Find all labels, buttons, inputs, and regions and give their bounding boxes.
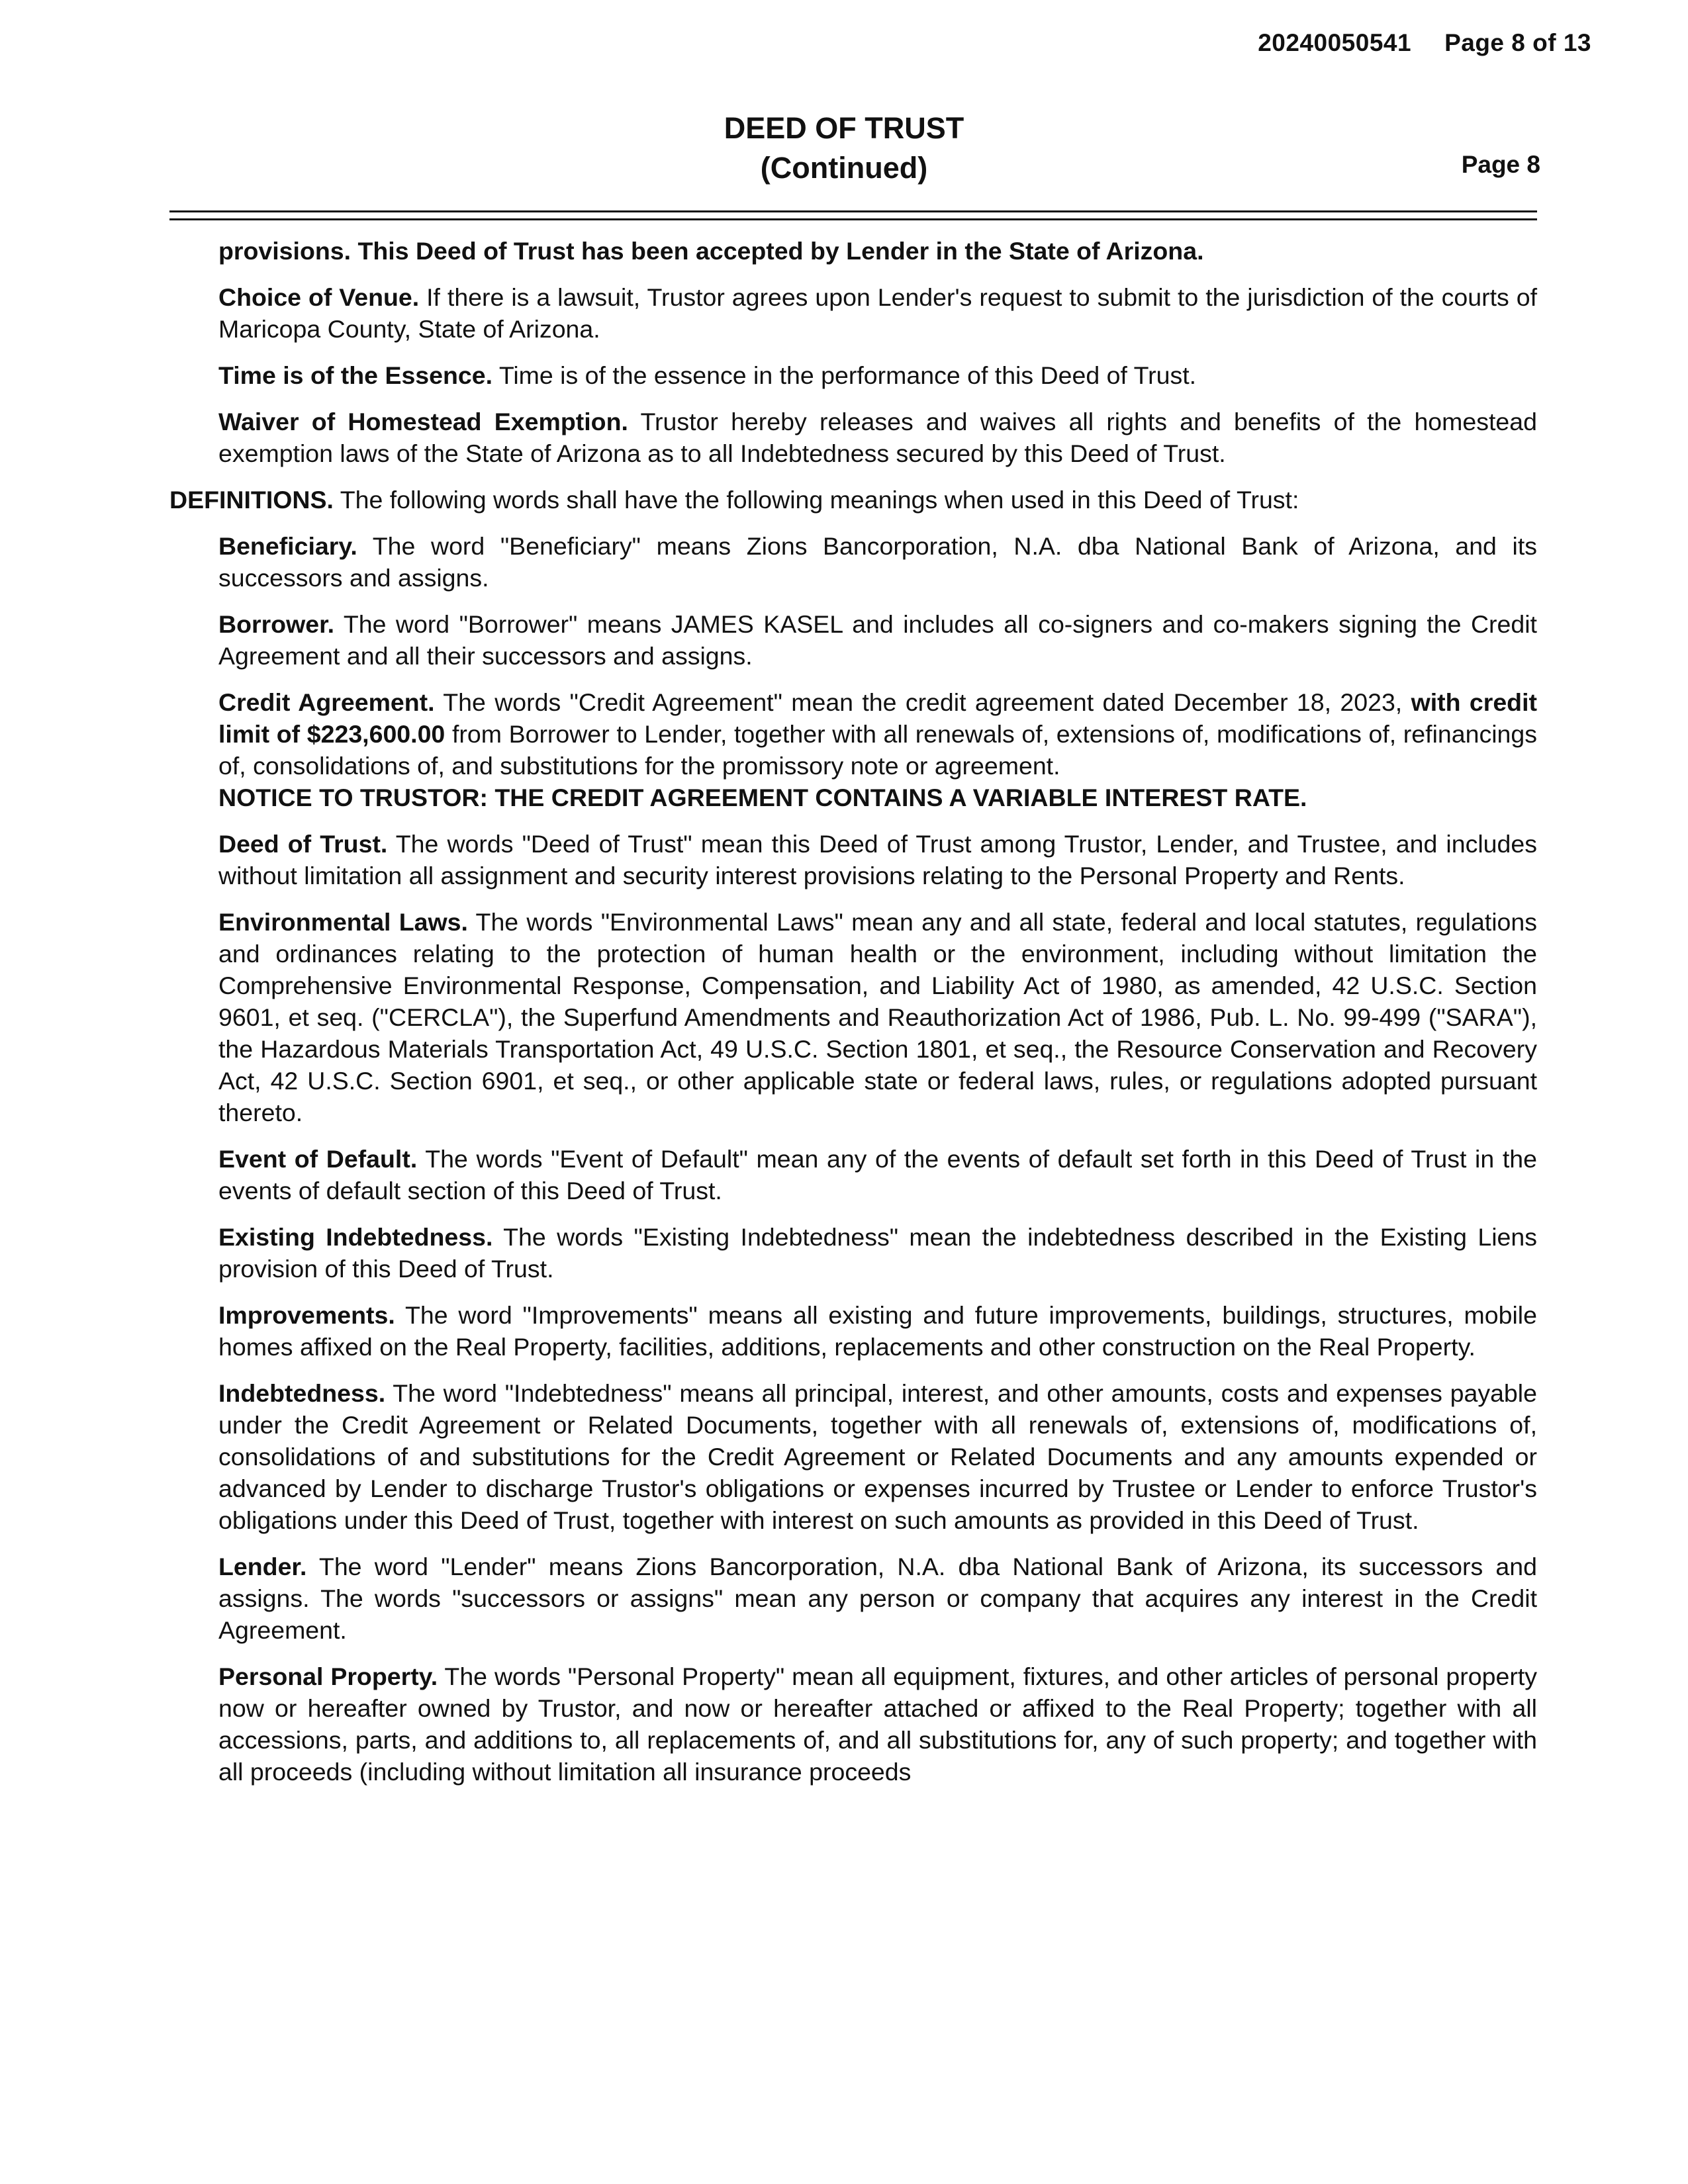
clause-choice-of-venue bbox=[218, 281, 1537, 345]
document-title-block bbox=[0, 109, 1688, 188]
clause-term: Time is of the Essence. bbox=[218, 361, 493, 389]
definition-borrower: Borrower. The word "Borrower" means JAMES KASEL and includes all co-signers and co-makers signing the Credit Agreement and all their successors and assigns. bbox=[218, 610, 1537, 670]
definition-environmental-laws: Environmental Laws. The words "Environmental Laws" mean any and all state, federal and local statutes, regulations and ordinances relating to the protection of human health or the environment, including without limitation the Comprehensive Environmental Response, Compensation, and Liability Act of 1980, as amended, 42 U.S.C. Section 9601, et seq. ("CERCLA"), the Superfund Amendments and Reauthorization Act of 1986, Pub. L. No. 99-499 ("SARA"), the Hazardous Materials Transportation Act, 49 U.S.C. Section 1801, et seq., the Resource Conservation and Recovery Act, 42 U.S.C. Section 6901, et seq., or other applicable state or federal laws, rules, or regulations adopted pursuant thereto. bbox=[218, 908, 1538, 1126]
clause-homestead-waiver bbox=[218, 406, 1537, 469]
definition-event-of-default: Event of Default. The words "Event of Default" mean any of the events of default set forth in this Deed of Trust in the events of default section of this Deed of Trust. bbox=[218, 1145, 1537, 1205]
definition-improvements: Improvements. The word "Improvements" means all existing and future improvements, buildings, structures, mobile homes affixed on the Real Property, facilities, additions, replacements and other construction on the Real Property. bbox=[218, 1301, 1537, 1361]
document-body bbox=[169, 235, 1537, 1802]
page-label: Page 8 bbox=[1461, 151, 1540, 178]
clause-text: If there is a lawsuit, Trustor agrees upon Lender's request to submit to the jurisdiction of the courts of Maricopa County, State of Arizona. bbox=[218, 283, 1537, 343]
variable-rate-notice: NOTICE TO TRUSTOR: THE CREDIT AGREEMENT CONTAINS A VARIABLE INTEREST RATE. bbox=[218, 784, 1307, 811]
definition-credit-agreement: Credit Agreement. The words "Credit Agreement" mean the credit agreement dated December 18, 2023, with credit limit of $223,600.00 from Borrower to Lender, together with all renewals of, extensions of, modifications of, refinancings of, consolidations of, and substitutions for the promissory note or agreement. NOTICE TO TRUSTOR: THE CREDIT AGREEMENT CONTAINS A VARIABLE INTEREST RATE. bbox=[218, 686, 1537, 813]
definitions-intro: The following words shall have the following meanings when used in this Deed of Trust: bbox=[340, 486, 1299, 514]
clause-term: Waiver of Homestead Exemption. bbox=[218, 408, 628, 435]
definition-personal-property: Personal Property. The words "Personal Property" mean all equipment, fixtures, and other articles of personal property now or hereafter owned by Trustor, and now or hereafter attached or affixed to the Real Property; together with all accessions, parts, and additions to, all replacements of, and all substitutions for, any of such property; and together with all proceeds (including without limitation all insurance proceeds bbox=[218, 1662, 1537, 1786]
document-title: DEED OF TRUST bbox=[724, 111, 964, 145]
clause-term: Choice of Venue. bbox=[218, 283, 420, 311]
carryover-paragraph: provisions. This Deed of Trust has been accepted by Lender in the State of Arizona. bbox=[218, 237, 1204, 265]
clause-text: Trustor hereby releases and waives all rights and benefits of the homestead exemption laws of the State of Arizona as to all Indebtedness secured by this Deed of Trust. bbox=[218, 408, 1537, 467]
definition-lender: Lender. The word "Lender" means Zions Bancorporation, N.A. dba National Bank of Arizona, its successors and assigns. The words "successors or assigns" mean any person or company that acquires any interest in the Credit Agreement. bbox=[218, 1553, 1537, 1644]
definition-deed-of-trust: Deed of Trust. The words "Deed of Trust" mean this Deed of Trust among Trustor, Lender, and Trustee, and includes without limitation all assignment and security interest provisions relating to the Personal Property and Rents. bbox=[218, 830, 1538, 889]
document-number: 20240050541 bbox=[1258, 29, 1412, 56]
credit-limit: with credit limit of $223,600.00 bbox=[218, 688, 1537, 748]
recording-header bbox=[1258, 29, 1591, 57]
clause-text: Time is of the essence in the performance of this Deed of Trust. bbox=[498, 361, 1197, 389]
document-subtitle: (Continued) bbox=[760, 151, 928, 185]
definition-beneficiary: Beneficiary. The word "Beneficiary" means Zions Bancorporation, N.A. dba National Bank of Arizona, and its successors and assigns. bbox=[218, 532, 1538, 592]
page-of-count: Page 8 of 13 bbox=[1444, 29, 1591, 56]
definition-indebtedness: Indebtedness. The word "Indebtedness" means all principal, interest, and other amounts, costs and expenses payable under the Credit Agreement or Related Documents, together with all renewals of, extensions of, modifications of, consolidations of and substitutions for the Credit Agreement or Related Documents and any amounts expended or advanced by Lender to discharge Trustor's obligations or expenses incurred by Trustee or Lender to enforce Trustor's obligations under this Deed of Trust, together with interest on such amounts as provided in this Deed of Trust. bbox=[218, 1379, 1537, 1534]
clause-time-essence bbox=[218, 359, 1537, 391]
header-rule-bottom bbox=[169, 218, 1537, 220]
definitions-heading: DEFINITIONS. bbox=[169, 486, 334, 514]
header-rule-top bbox=[169, 210, 1537, 212]
definitions-section bbox=[169, 484, 1537, 516]
definition-existing-indebtedness: Existing Indebtedness. The words "Existing Indebtedness" mean the indebtedness described in the Existing Liens provision of this Deed of Trust. bbox=[218, 1223, 1538, 1283]
